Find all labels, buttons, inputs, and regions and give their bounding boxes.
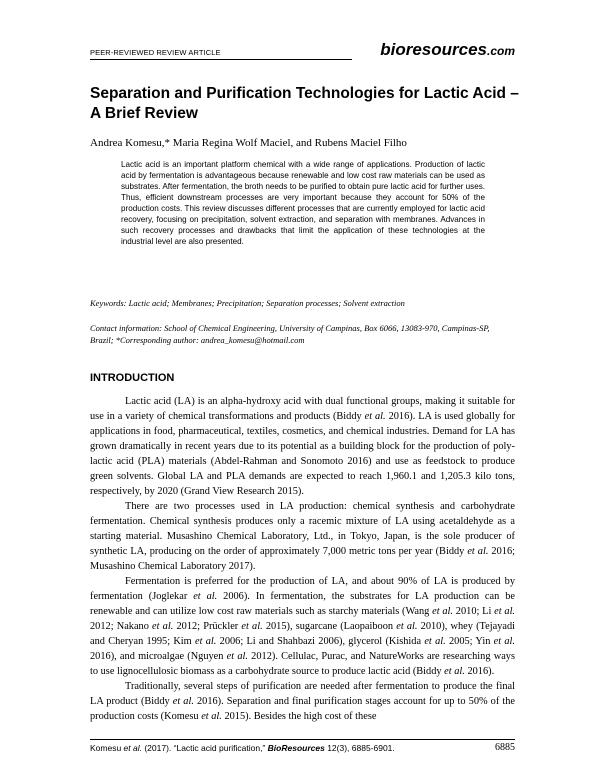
brand-name: bioresources	[380, 40, 487, 59]
text: (2017). “Lactic acid purification,”	[141, 743, 268, 753]
contact-information: Contact information: School of Chemical Engineering, University of Campinas, Box 6066, 13083-970, Campinas-SP, Brazil; *Corresponding author: andrea_komesu@hotmail.com	[90, 323, 490, 345]
citation	[90, 743, 395, 753]
text: et al.	[424, 636, 446, 647]
journal-name: BioResources	[267, 743, 325, 753]
paragraph	[90, 499, 515, 574]
running-footer	[90, 739, 515, 753]
text: 2016).	[464, 666, 495, 677]
text: et al.	[201, 711, 222, 722]
text: Lactic acid (LA) is an alpha-hydroxy acid with dual functional groups, making it suitable for use in a variety of chemical transformations and products (Biddy	[90, 396, 515, 422]
text: et al.	[123, 743, 142, 753]
text: et al.	[152, 621, 174, 632]
brand-suffix: .com	[486, 44, 515, 58]
text: Traditionally, several steps of purification are needed after fermentation to produce the final LA product (Biddy	[90, 681, 515, 707]
text: 2015), sugarcane (Laopaiboon	[262, 621, 397, 632]
text: 2016). Separation and final purification stages account for up to 50% of the production costs (Komesu	[90, 696, 515, 722]
text: 2016), and microalgae (Nguyen	[90, 651, 227, 662]
footer-rule	[90, 739, 515, 740]
text: et al.	[396, 621, 418, 632]
section-heading: INTRODUCTION	[90, 372, 175, 384]
text: There are two processes used in LA production: chemical synthesis and carbohydrate fermentation. Chemical synthesis produces only a racemic mixture of LA using acetaldehyde as a starting material. Musashino Chemical Laboratory, Ltd., in Tokyo, Japan, is the sole producer of synthetic LA, producing on the order of approximately 7,000 metric tons per year (Biddy	[90, 501, 515, 557]
article-title: Separation and Purification Technologies for Lactic Acid – A Brief Review	[90, 85, 519, 122]
text: et al.	[193, 591, 218, 602]
section-body	[90, 394, 515, 724]
text: et al.	[195, 636, 217, 647]
text: 2012). Cellulac, Purac, and NatureWorks are researching ways to use lignocellulosic biomass as a carbohydrate source to produce lactic acid (Biddy	[90, 651, 515, 677]
page-number: 6885	[495, 742, 515, 753]
text: et al.	[241, 621, 263, 632]
text: et al.	[432, 606, 454, 617]
keywords: Keywords: Lactic acid; Membranes; Precipitation; Separation processes; Solvent extraction	[90, 298, 405, 308]
text: et al.	[493, 636, 516, 647]
text: Komesu	[90, 743, 124, 753]
running-header	[90, 36, 515, 60]
text: et al.	[226, 651, 248, 662]
text: 2010), whey (Tejayadi and Cheryan 1995; Kim	[90, 621, 516, 647]
paragraph	[90, 394, 515, 499]
text: 12(3), 6885-6901.	[324, 743, 395, 753]
abstract: Lactic acid is an important platform chemical with a wide range of applications. Production of lactic acid by fermentation is advantageous because renewable and low cost raw materials can be used as substrates. After fermentation, the broth needs to be purified to obtain pure lactic acid for further uses. Thus, efficient downstream processes are very important because they account for 50% of the production costs. This review discusses different processes that are currently employed for lactic acid recovery, focusing on precipitation, solvent extraction, and separation with membranes. Advances in such recovery processes and drawbacks that limit the application of these technologies at the industrial level are also presented.	[121, 160, 485, 246]
text: et al.	[444, 666, 465, 677]
author-list: Andrea Komesu,* Maria Regina Wolf Maciel, and Rubens Maciel Filho	[90, 137, 407, 149]
text: 2005; Yin	[445, 636, 494, 647]
text: 2006; Li and Shahbazi 2006), glycerol (Kishida	[216, 636, 425, 647]
text: 2010; Li	[453, 606, 495, 617]
text: 2012; Prückler	[173, 621, 242, 632]
text: et al.	[172, 696, 194, 707]
text: 2006). In fermentation, the substrates for LA production can be renewable and can utilize low cost raw materials such as starchy materials (Wang	[90, 591, 515, 617]
paragraph	[90, 679, 515, 724]
paragraph	[90, 574, 515, 679]
text: 2016). LA is used globally for applications in food, pharmaceutical, textiles, cosmetics, and chemical industries. Demand for LA has grown dramatically in recent years due to its potential as a building block for the production of poly-lactic acid (PLA) materials (Abdel-Rahman and Sonomoto 2016) and use as feedstock to produce green solvents. Global LA and PLA demands are expected to reach 1,960.1 and 1,205.3 kilo tons, respectively, by 2020 (Grand View Research 2015).	[90, 411, 515, 497]
text: Fermentation is preferred for the production of LA, and about 90% of LA is produced by fermentation (Joglekar	[90, 576, 515, 602]
text: et al.	[494, 606, 516, 617]
text: et al.	[467, 546, 489, 557]
header-rule	[90, 59, 352, 60]
text: 2012; Nakano	[90, 621, 153, 632]
journal-brand[interactable]	[380, 40, 515, 60]
text: et al.	[364, 411, 386, 422]
text: 2015). Besides the high cost of these	[221, 711, 377, 722]
text: 2016; Musashino Chemical Laboratory 2017).	[90, 546, 515, 572]
article-type-label: PEER-REVIEWED REVIEW ARTICLE	[90, 48, 221, 57]
